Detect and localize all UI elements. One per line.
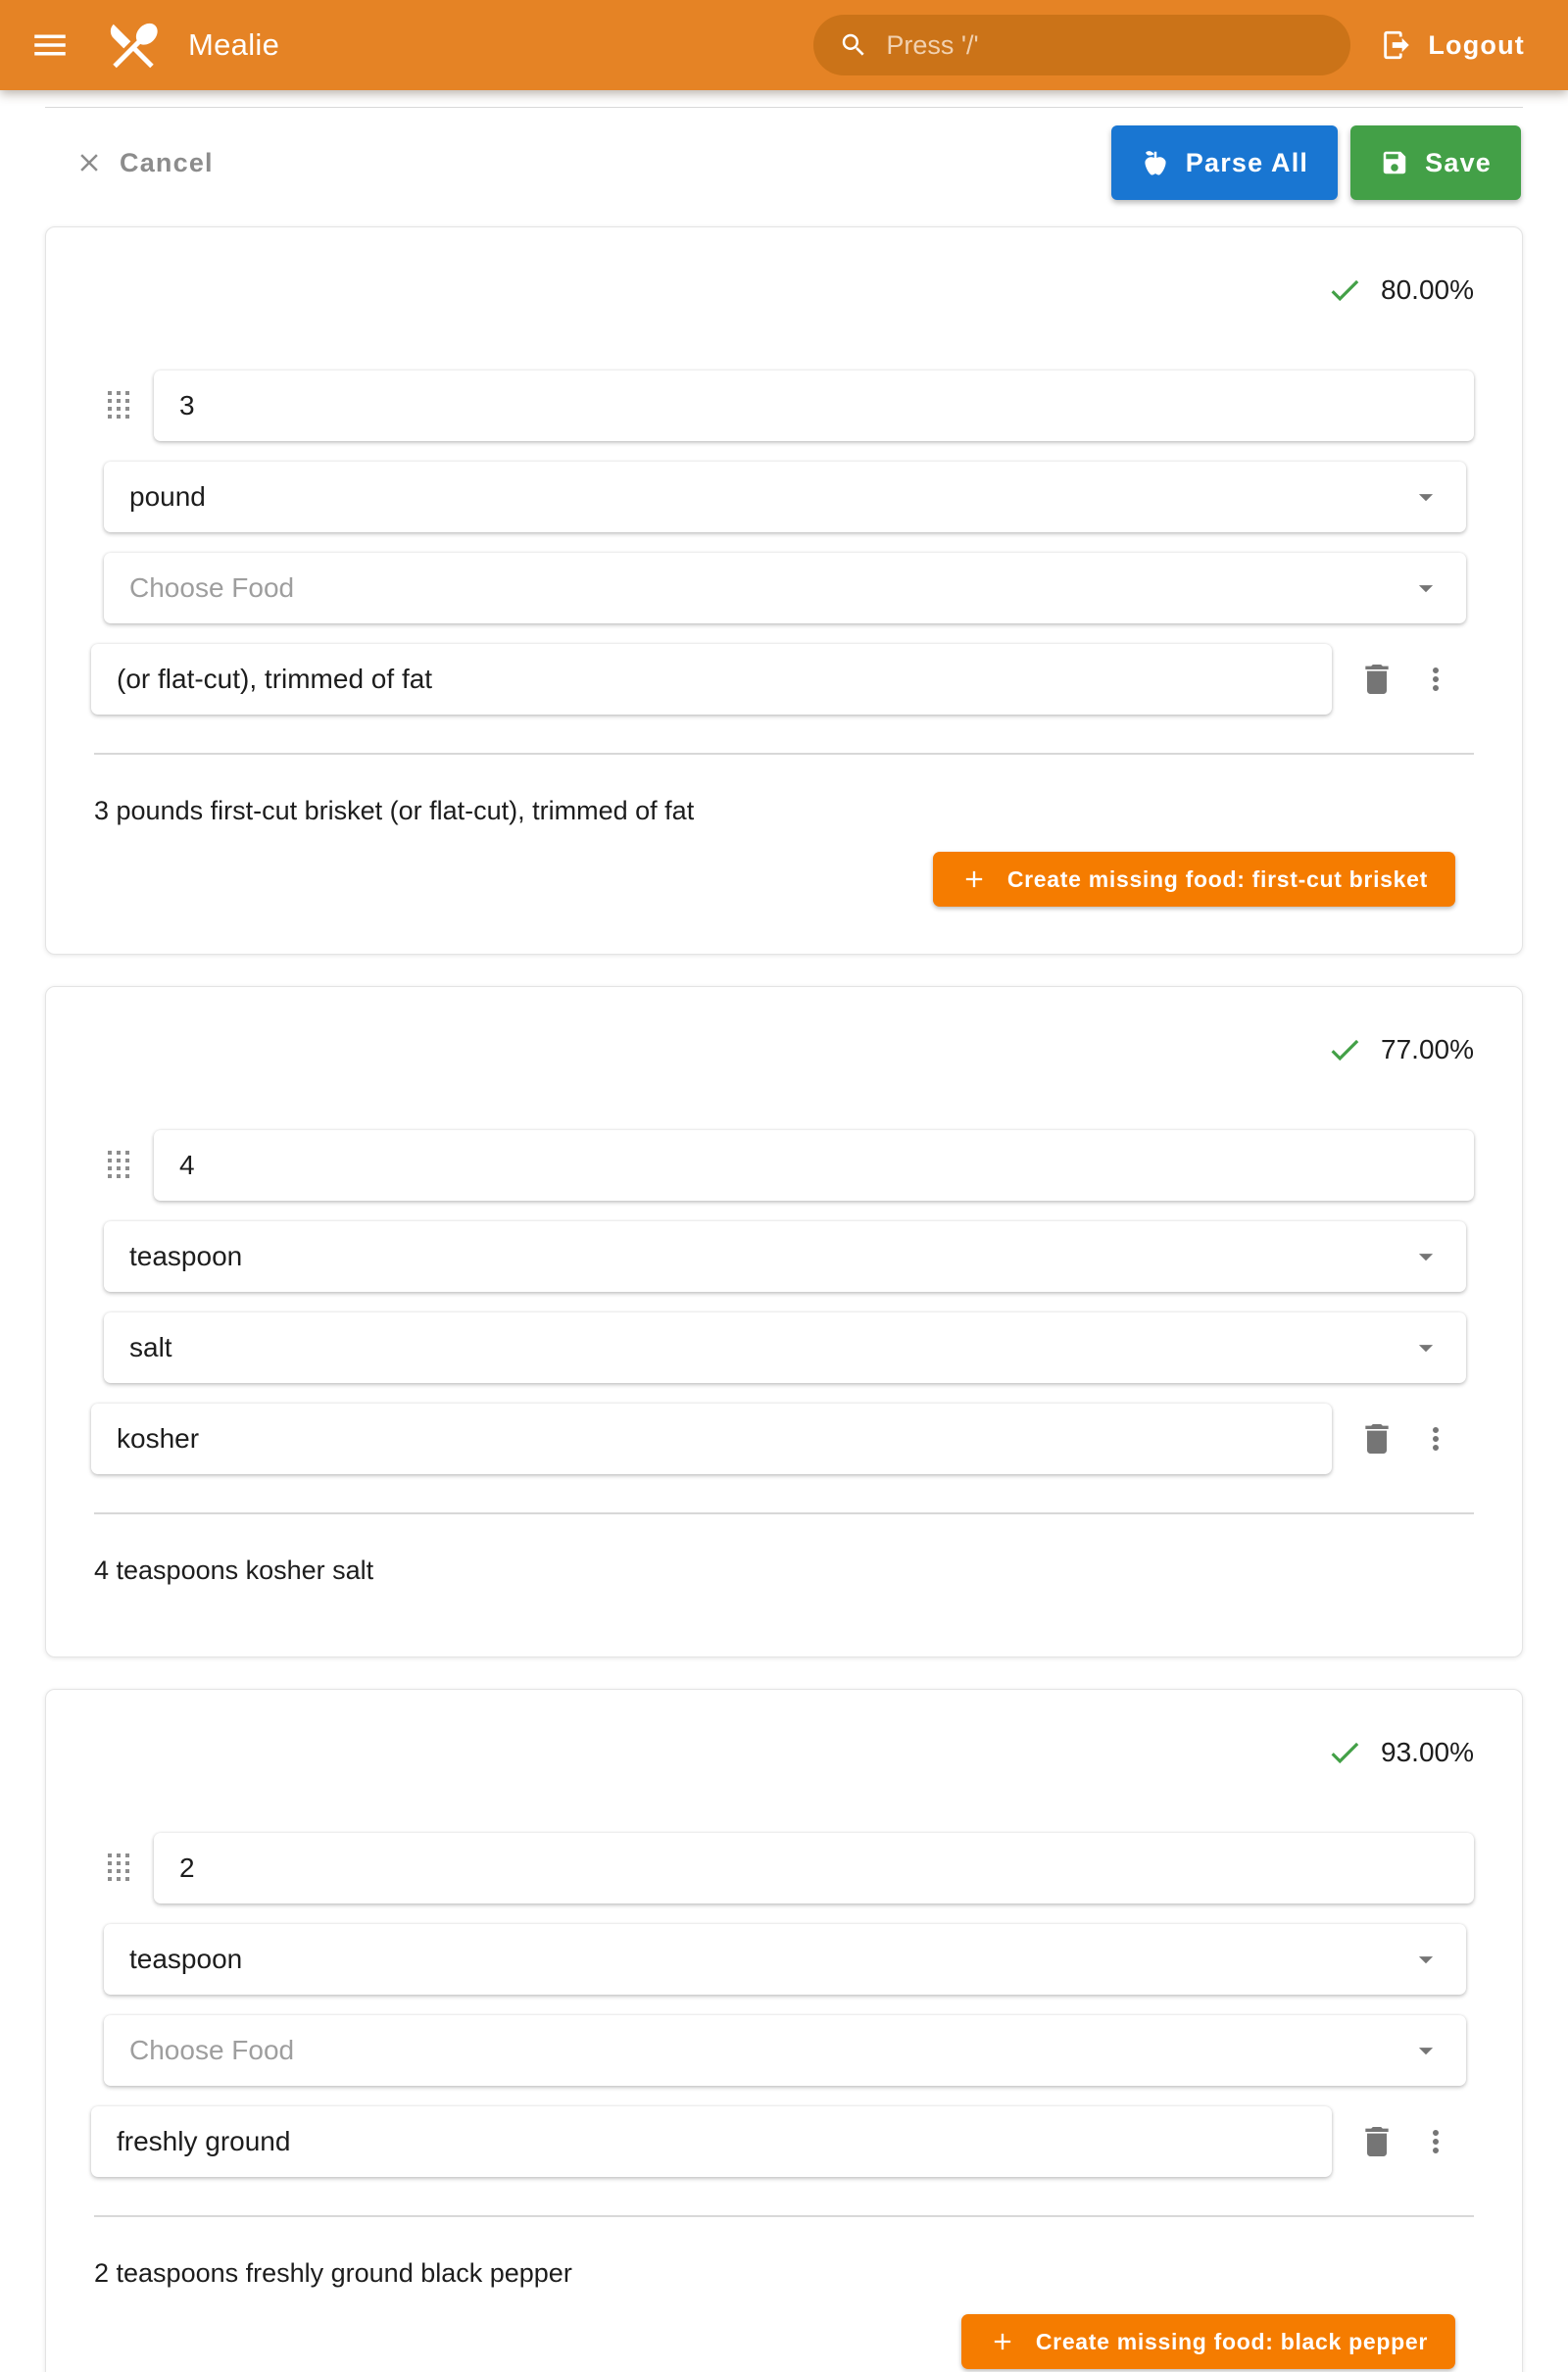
- drag-handle-icon[interactable]: [107, 1150, 130, 1181]
- cancel-button[interactable]: [74, 148, 214, 178]
- kebab-menu-icon[interactable]: [1418, 2124, 1453, 2159]
- delete-icon[interactable]: [1357, 1419, 1396, 1458]
- app-title: Mealie: [188, 27, 280, 62]
- silverware-logo-icon[interactable]: [104, 16, 163, 74]
- quantity-input[interactable]: [154, 371, 1474, 441]
- note-input[interactable]: [91, 644, 1332, 715]
- plus-icon: [960, 865, 988, 893]
- caret-down-icon: [1409, 1240, 1443, 1273]
- food-select[interactable]: [104, 553, 1466, 623]
- confidence-value: 80.00%: [1381, 274, 1474, 305]
- food-placeholder: Choose Food: [129, 2035, 295, 2065]
- cancel-label: Cancel: [120, 147, 214, 177]
- quantity-row: [107, 371, 1474, 441]
- food-select[interactable]: [104, 2015, 1466, 2086]
- save-button[interactable]: [1350, 125, 1521, 200]
- caret-down-icon: [1409, 571, 1443, 605]
- food-placeholder: Choose Food: [129, 572, 295, 603]
- save-label: Save: [1425, 147, 1492, 177]
- delete-icon[interactable]: [1357, 660, 1396, 699]
- unit-value: pound: [129, 481, 206, 512]
- save-icon: [1380, 148, 1409, 177]
- caret-down-icon: [1409, 2034, 1443, 2067]
- create-missing-food-button[interactable]: [961, 2314, 1455, 2369]
- note-row: [91, 1404, 1522, 1474]
- logout-label: Logout: [1428, 29, 1525, 60]
- create-missing-food-label: Create missing food: black pepper: [1035, 2328, 1428, 2354]
- create-row: [46, 2314, 1522, 2369]
- check-icon: [1326, 272, 1363, 309]
- caret-down-icon: [1409, 480, 1443, 514]
- create-row: [46, 852, 1522, 907]
- caret-down-icon: [1409, 1331, 1443, 1364]
- parser-sheet: [45, 107, 1523, 2372]
- quantity-input[interactable]: [154, 1833, 1474, 1903]
- check-icon: [1326, 1734, 1363, 1771]
- drag-handle-icon[interactable]: [107, 1853, 130, 1884]
- plus-icon: [989, 2328, 1016, 2355]
- divider: [94, 753, 1474, 755]
- confidence-row: [46, 271, 1522, 310]
- note-input[interactable]: [91, 1404, 1332, 1474]
- confidence-row: [46, 1733, 1522, 1772]
- confidence-value: 93.00%: [1381, 1737, 1474, 1767]
- parse-all-button[interactable]: [1111, 125, 1338, 200]
- app-bar: [0, 0, 1568, 90]
- ingredient-card: [45, 986, 1523, 1657]
- ingredient-card: [45, 1689, 1523, 2372]
- original-ingredient-text: 2 teaspoons freshly ground black pepper: [94, 2258, 572, 2288]
- unit-select[interactable]: [104, 1924, 1466, 1995]
- quantity-row: [107, 1130, 1474, 1201]
- unit-select[interactable]: [104, 462, 1466, 532]
- note-row: [91, 644, 1522, 715]
- confidence-row: [46, 1030, 1522, 1069]
- quantity-input[interactable]: [154, 1130, 1474, 1201]
- unit-select[interactable]: [104, 1221, 1466, 1292]
- parser-toolbar: [45, 108, 1523, 226]
- kebab-menu-icon[interactable]: [1418, 1421, 1453, 1457]
- divider: [94, 1512, 1474, 1514]
- quantity-row: [107, 1833, 1474, 1903]
- create-missing-food-button[interactable]: [933, 852, 1455, 907]
- unit-value: teaspoon: [129, 1944, 243, 1974]
- food-apple-icon: [1141, 148, 1170, 177]
- unit-value: teaspoon: [129, 1241, 243, 1271]
- caret-down-icon: [1409, 1943, 1443, 1976]
- close-icon: [74, 148, 104, 177]
- drag-handle-icon[interactable]: [107, 390, 130, 421]
- logout-icon: [1380, 28, 1413, 62]
- note-row: [91, 2106, 1522, 2177]
- note-input[interactable]: [91, 2106, 1332, 2177]
- check-icon: [1326, 1031, 1363, 1068]
- food-select[interactable]: [104, 1312, 1466, 1383]
- divider: [94, 2215, 1474, 2217]
- kebab-menu-icon[interactable]: [1418, 662, 1453, 697]
- search-bar[interactable]: [813, 15, 1350, 75]
- create-missing-food-label: Create missing food: first-cut brisket: [1006, 865, 1428, 892]
- ingredient-card: [45, 226, 1523, 955]
- logout-button[interactable]: [1380, 28, 1525, 62]
- original-ingredient-text: 3 pounds first-cut brisket (or flat-cut), trimmed of fat: [94, 796, 695, 825]
- original-ingredient-text: 4 teaspoons kosher salt: [94, 1556, 374, 1585]
- parse-all-label: Parse All: [1185, 147, 1309, 177]
- confidence-value: 77.00%: [1381, 1034, 1474, 1064]
- search-input[interactable]: [886, 30, 1325, 61]
- menu-icon[interactable]: [29, 25, 71, 66]
- food-value: salt: [129, 1332, 172, 1362]
- search-icon: [839, 30, 868, 60]
- delete-icon[interactable]: [1357, 2122, 1396, 2161]
